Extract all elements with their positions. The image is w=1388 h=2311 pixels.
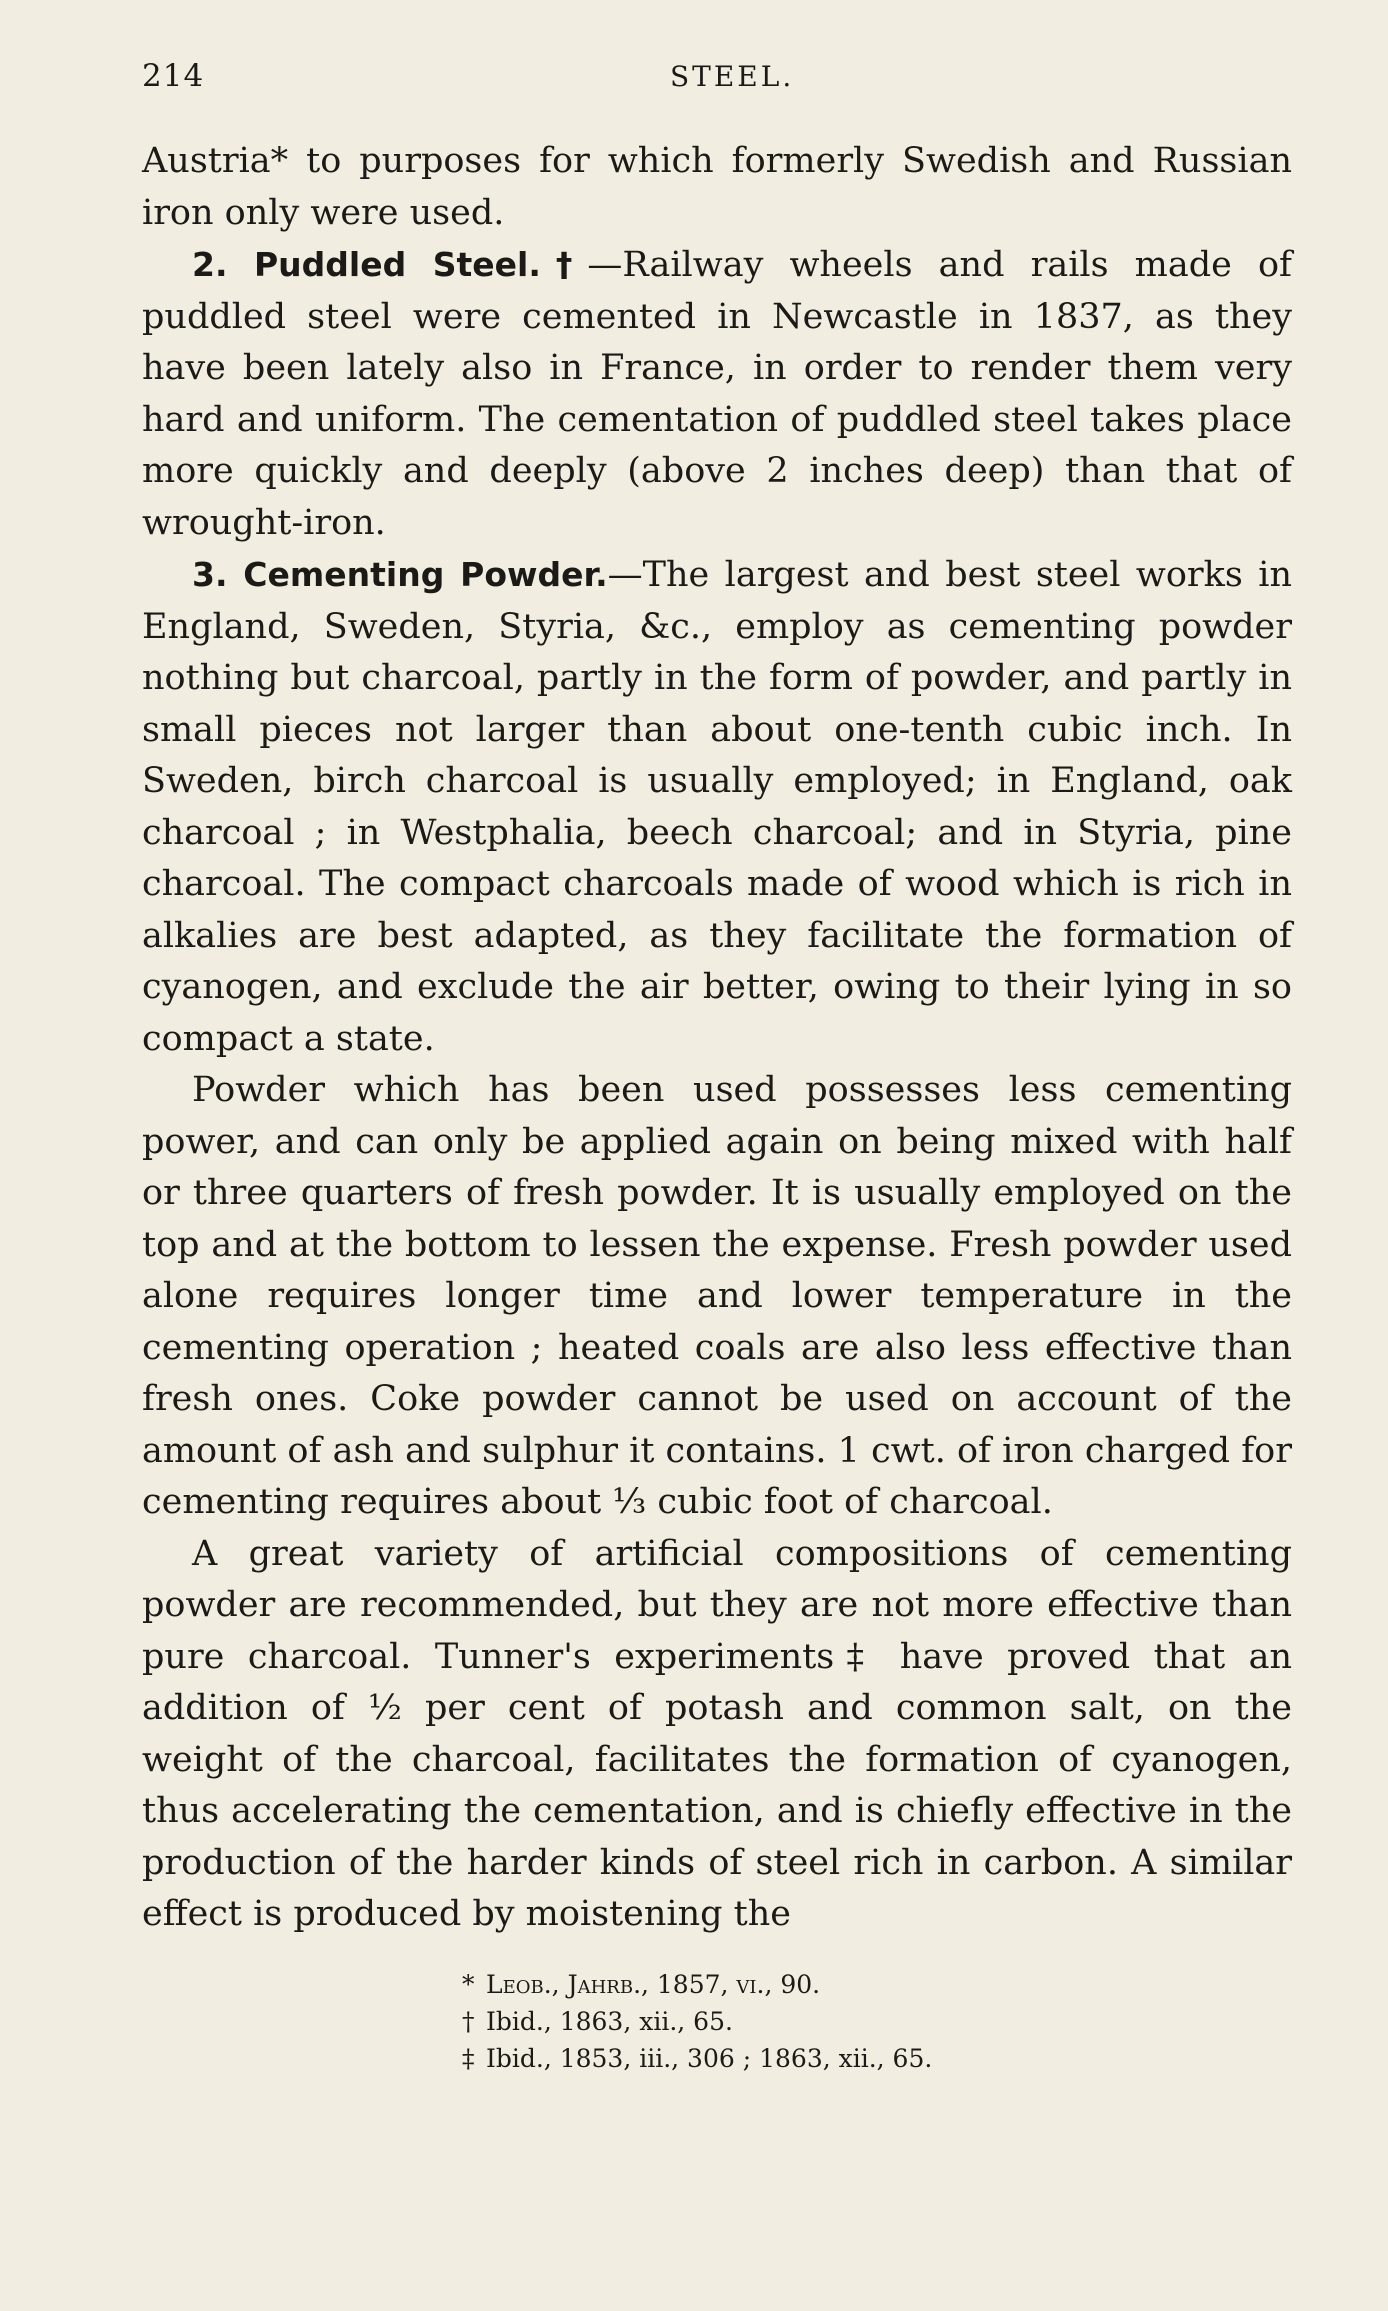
footnotes: [462, 1966, 1062, 2077]
paragraph-puddled-steel: [142, 239, 1292, 549]
footnote-mark: †: [462, 2007, 475, 2036]
paragraph-text: Austria* to purposes for which formerly Swedish and Russian iron only were used.: [142, 141, 1292, 233]
paragraph-text: —The largest and best steel works in England, Sweden, Styria, &c., employ as cementing powder nothing but charcoal, partly in the form of powder, and partly in small pieces not larger than about one-tenth cubic inch. In Sweden, birch charcoal is usually employed; in England, oak charcoal ; in Westphalia, beech charcoal; and in Styria, pine charcoal. The compact charcoals made of wood which is rich in alkalies are best adapted, as they facilitate the formation of cyanogen, and exclude the air better, owing to their lying in so compact a state.: [142, 555, 1292, 1059]
paragraph-text: A great variety of artificial compositions of cementing powder are recommended, but they are not more effective than pure charcoal. Tunner's experiments‡ have proved that an addition of ½ per cent of potash and common salt, on the weight of the charcoal, facilitates the formation of cyanogen, thus accelerating the cementation, and is chiefly effective in the production of the harder kinds of steel rich in carbon. A similar effect is produced by moistening the: [142, 1533, 1292, 1934]
paragraph-used-powder: [142, 1065, 1292, 1529]
footnote: [462, 2003, 1062, 2040]
body-text: [142, 136, 1292, 1941]
page-number: 214: [142, 58, 205, 94]
section-heading-puddled-steel: 2. Puddled Steel.†: [192, 245, 588, 284]
footnote-text: Leob., Jahrb., 1857, vi., 90.: [486, 1970, 821, 1999]
footnote-mark: ‡: [462, 2044, 475, 2073]
page-header: [142, 58, 1292, 108]
footnote: [462, 2040, 1062, 2077]
section-heading-cementing-powder: 3. Cementing Powder.: [192, 555, 608, 594]
running-head: STEEL.: [670, 60, 795, 93]
paragraph-continued: [142, 136, 1292, 239]
footnote-mark: *: [462, 1970, 475, 1999]
footnote-text: Ibid., 1863, xii., 65.: [486, 2007, 733, 2036]
paragraph-cementing-powder: [142, 549, 1292, 1065]
footnote-text: Ibid., 1853, iii., 306 ; 1863, xii., 65.: [486, 2044, 933, 2073]
paragraph-artificial-compositions: [142, 1529, 1292, 1941]
paragraph-text: Powder which has been used possesses less cementing power, and can only be applied again on being mixed with half or three quarters of fresh powder. It is usually employed on the top and at the bottom to lessen the expense. Fresh powder used alone requires longer time and lower temperature in the cementing operation ; heated coals are also less effective than fresh ones. Coke powder cannot be used on account of the amount of ash and sulphur it contains. 1 cwt. of iron charged for cementing requires about ⅓ cubic foot of charcoal.: [142, 1070, 1292, 1522]
footnote: [462, 1966, 1062, 2003]
paragraph-text: —Railway wheels and rails made of puddled steel were cemented in Newcastle in 1837, as they have been lately also in France, in order to render them very hard and uniform. The cementation of puddled steel takes place more quickly and deeply (above 2 inches deep) than that of wrought-iron.: [142, 245, 1292, 543]
